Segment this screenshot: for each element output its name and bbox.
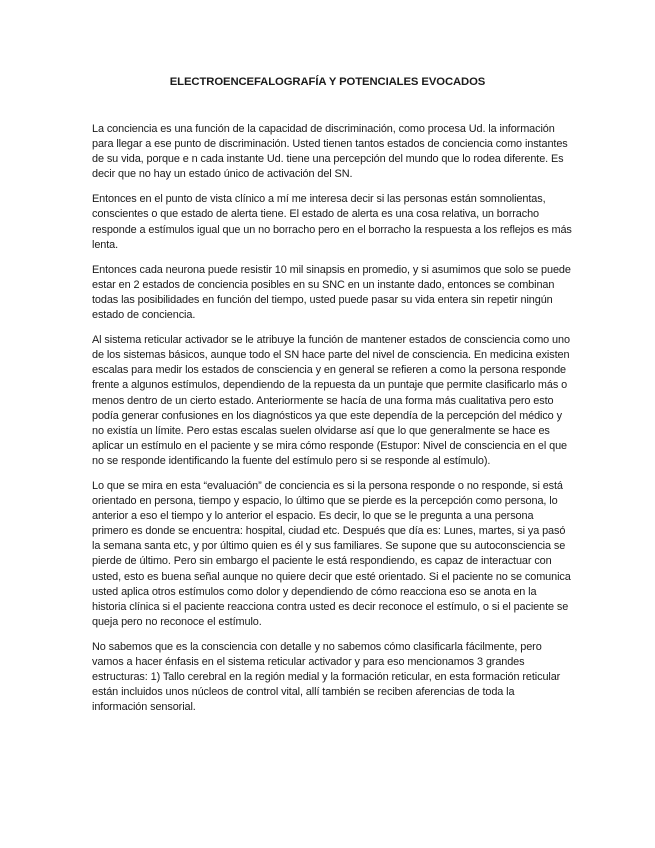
paragraph-1: La conciencia es una función de la capacidad de discriminación, como procesa Ud. la información para llegar a ese punto de discriminación. Usted tienen tantos estados de conciencia como instantes de su vida, porque e n cada instante Ud. tiene una percepción del mundo que lo rodea diferente. Es decir que no hay un estado único de activación del SN. (92, 123, 568, 181)
paragraph-6: No sabemos que es la consciencia con detalle y no sabemos cómo clasificarla fácilmente, pero vamos a hacer énfasis en el sistema reticular activador y para eso mencionamos 3 grandes estructuras: 1) Tallo cerebral en la región medial y la formación reticular, en esta formación reticular están incluidos unos núcleos de control vital, allí también se reciben aferencias de toda la información sensorial. (92, 640, 561, 714)
document-title: ELECTROENCEFALOGRAFÍA Y POTENCIALES EVOCADOS (169, 76, 486, 88)
paragraph-4: Al sistema reticular activador se le atribuye la función de mantener estados de consciencia como uno de los sistemas básicos, aunque todo el SN hace parte del nivel de consciencia. En medicina existen escalas para medir los estados de consciencia y en general se refieren a como la persona responde frente a algunos estímulos, dependiendo de la repuesta da un puntaje que permite clasificarlo más o menos dentro de un cierto estado. Anteriormente se hacía de una forma más cualitativa pero esto podía generar confusiones en los diagnósticos ya que este dependía de la percepción del médico y no existía un límite. Pero estas escalas suelen olvidarse así que lo que generalmente se hace es aplicar un estímulo en el paciente y se mira cómo responde (Estupor: Nivel de consciencia en el que no se responde identificando la fuente del estímulo pero si se responde al estímulo). (92, 334, 570, 467)
document-body (92, 122, 572, 725)
paragraph-2: Entonces en el punto de vista clínico a mí me interesa decir si las personas están somnolientas, conscientes o que estado de alerta tiene. El estado de alerta es una cosa relativa, un borracho responde a estímulos igual que un no borracho pero en el borracho la respuesta a los reflejos es más lenta. (92, 193, 572, 251)
paragraph-5: Lo que se mira en esta “evaluación” de conciencia es si la persona responde o no responde, si está orientado en persona, tiempo y espacio, lo último que se pierde es la percepción como persona, lo anterior a eso el tiempo y lo anterior el espacio. Es decir, lo que se le pregunta a una persona primero es donde se encuentra: hospital, ciudad etc. Después que día es: Lunes, martes, si ya pasó la semana santa etc, y por último quien es él y sus familiares. Se supone que su autoconsciencia se pierde de último. Pero sin embargo el paciente le está respondiendo, es capaz de interactuar con usted, esto es buena señal aunque no quiere decir que esté orientado. Si el paciente no se comunica usted aplica otros estímulos como dolor y dependiendo de cómo reacciona eso se anota en la historia clínica si el paciente reacciona contra usted es decir reconoce el estímulo, o si el paciente se queja pero no reconoce el estímulo. (92, 479, 571, 628)
paragraph-3: Entonces cada neurona puede resistir 10 mil sinapsis en promedio, y si asumimos que solo se puede estar en 2 estados de conciencia posibles en su SNC en un instante dado, entonces se combinan todas las posibilidades en función del tiempo, usted puede pasar su vida entera sin repetir ningún estado de conciencia. (92, 263, 571, 322)
